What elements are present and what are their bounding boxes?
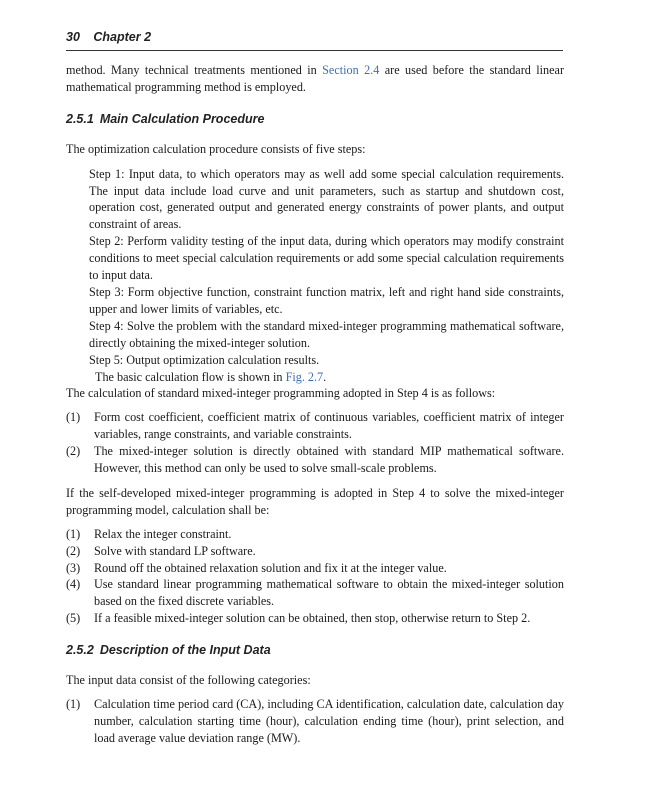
intro-paragraph: method. Many technical treatments mentioned in Section 2.4 are used before the standard linear mathematical programming method is employed. [66,63,564,94]
section-number: 2.5.2 [66,643,94,658]
list-item: (2) Solve with standard LP software. [66,543,256,558]
flow-reference: The basic calculation flow is shown in Fig. 2.7. [95,369,327,384]
input-data-lead: The input data consist of the following categories: [66,673,311,688]
section-title: Description of the Input Data [99,643,271,658]
steps-list [89,166,564,386]
step-1: Step 1: Input data, to which operators may as well add some special calculation requirements. The input data include load curve and unit parameters, such as startup and shutdown cost, operation cost, generated output and generated energy constraints of power plants, and output constraint of areas. [89,166,564,232]
step-2: Step 2: Perform validity testing of the input data, during which operators may modify constraint conditions to meet special calculation requirements or add some special calculation requirements to input data. [89,234,564,283]
step-5: Step 5: Output optimization calculation results. [89,352,320,367]
list-item: (4) Use standard linear programming mathematical software to obtain the mixed-integer solution based on the fixed discrete variables. [66,577,564,609]
standard-list [66,409,564,477]
step-4: Step 4: Solve the problem with the standard mixed-integer programming mathematical software, directly obtaining the mixed-integer solution. [89,318,564,350]
page-body [66,62,564,747]
list-item: (3) Round off the obtained relaxation solution and fix it at the integer value. [66,560,447,575]
list-item: (2) The mixed-integer solution is directly obtained with standard MIP mathematical software. However, this method can only be used to solve small-scale problems. [66,444,564,476]
section-number: 2.5.1 [66,111,94,126]
list-item: (1) Form cost coefficient, coefficient matrix of continuous variables, coefficient matrix of integer variables, range constraints, and variable constraints. [66,410,564,442]
procedure-lead: The optimization calculation procedure consists of five steps: [66,141,366,156]
section-link[interactable]: Section 2.4 [322,63,380,77]
list-item: (1) Relax the integer constraint. [66,526,232,541]
section-heading-2-5-2 [66,642,564,659]
section-title: Main Calculation Procedure [99,111,265,126]
standard-lead: The calculation of standard mixed-integer programming adopted in Step 4 is as follows: [66,386,496,401]
figure-link[interactable]: Fig. 2.7 [285,369,324,384]
chapter-label: Chapter 2 [93,30,152,44]
list-item: (1) Calculation time period card (CA), including CA identification, calculation date, calculation day number, calculation starting time (hour), calculation ending time (hour), print selection, and load average value deviation range (MW). [66,697,564,745]
list-item: (5) If a feasible mixed-integer solution can be obtained, then stop, otherwise return to Step 2. [66,611,531,626]
step-3: Step 3: Form objective function, constraint function matrix, left and right hand side constraints, upper and lower limits of variables, etc. [89,284,564,316]
self-developed-list [66,526,564,627]
page-number: 30 [66,30,80,44]
section-heading-2-5-1 [66,111,564,128]
input-data-list [66,696,564,747]
running-header [66,30,563,51]
self-developed-lead: If the self-developed mixed-integer programming is adopted in Step 4 to solve the mixed-integer programming model, calculation shall be: [66,485,564,517]
